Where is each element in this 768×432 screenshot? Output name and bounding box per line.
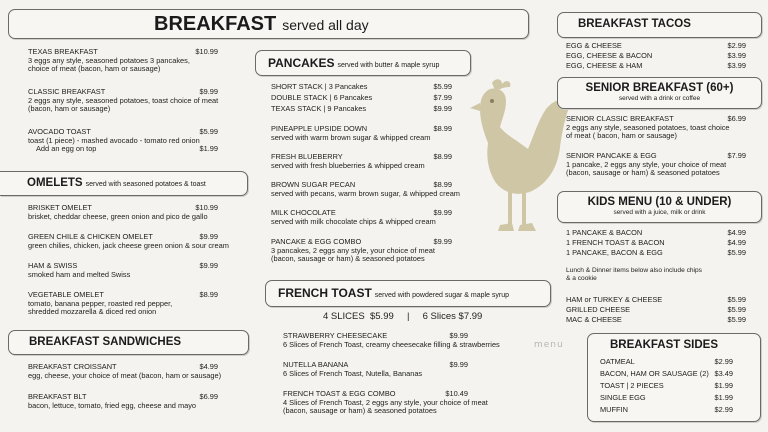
list-item [28, 232, 229, 250]
list-item [566, 306, 746, 315]
item-price: $8.99 [199, 290, 218, 299]
item-price: $9.99 [449, 360, 468, 369]
item-desc: 6 Slices of French Toast, Nutella, Bananas [283, 368, 423, 378]
list-item [271, 180, 460, 198]
item-name: HAM & SWISS [28, 261, 78, 270]
item-desc: served with warm brown sugar & whipped cream [271, 132, 431, 142]
item-name: BRISKET OMELET [28, 203, 92, 212]
item-desc: 3 pancakes, 2 eggs any style, your choice of meat [271, 245, 435, 255]
list-item [600, 382, 733, 391]
senior-subtitle: served with a drink or coffee [618, 95, 701, 102]
item-price: $5.99 [433, 82, 452, 91]
item-price: $5.99 [727, 305, 746, 314]
list-item [36, 145, 218, 154]
item-desc: (bacon, sausage or ham) & seasoned potatoes [566, 168, 720, 178]
item-desc: served with pecans, warm brown sugar, & whipped cream [271, 188, 460, 198]
pancakes-header [255, 50, 471, 76]
item-name: PINEAPPLE UPSIDE DOWN [271, 124, 368, 133]
omelets-subtitle: served with seasoned potatoes & toast [85, 181, 206, 188]
item-price: $10.49 [445, 389, 468, 398]
item-name: SHORT STACK | 3 Pancakes [271, 82, 368, 91]
kids-header [557, 191, 762, 223]
list-item [566, 115, 746, 141]
list-item [566, 62, 746, 71]
item-name: SENIOR CLASSIC BREAKFAST [566, 114, 674, 123]
list-item [28, 291, 218, 317]
kids-title: KIDS MENU (10 & UNDER) [587, 196, 732, 208]
item-desc: (bacon, ham or sausage) [28, 104, 111, 114]
item-price: $1.99 [714, 381, 733, 390]
item-price: $5.99 [727, 248, 746, 257]
item-price: $6.99 [199, 392, 218, 401]
item-name: EGG, CHEESE & HAM [566, 61, 643, 70]
list-item [566, 316, 746, 325]
list-item [283, 389, 488, 416]
item-desc: egg, cheese, your choice of meat (bacon, ham or sausage) [28, 370, 222, 380]
item-price: $9.99 [199, 261, 218, 270]
item-desc: served with milk chocolate chips & whipped cream [271, 216, 436, 226]
item-price: $9.99 [199, 232, 218, 241]
item-price: $10.99 [195, 203, 218, 212]
rooster-illustration [462, 75, 572, 250]
list-item [566, 239, 746, 248]
list-item [566, 249, 746, 258]
item-price: $2.99 [714, 405, 733, 414]
item-price: $1.99 [714, 393, 733, 402]
tacos-header [557, 12, 762, 38]
list-item [271, 94, 452, 103]
list-item [600, 358, 733, 367]
watermark-text: menu [534, 340, 564, 350]
list-item [566, 42, 746, 51]
list-item [271, 209, 452, 226]
senior-header [557, 77, 762, 109]
item-desc: toast (1 piece) - mashed avocado - tomato red onion [28, 135, 200, 145]
item-desc: choice of meat (bacon, ham or sausage) [28, 64, 161, 74]
item-name: VEGETABLE OMELET [28, 290, 104, 299]
item-name: BROWN SUGAR PECAN [271, 180, 356, 189]
item-name: TOAST | 2 PIECES [600, 381, 664, 390]
item-price: $5.99 [199, 127, 218, 136]
item-desc: shredded mozzarella & diced red onion [28, 307, 157, 317]
sides-title: BREAKFAST SIDES [610, 339, 718, 351]
sides-box [587, 333, 761, 422]
item-price: $9.99 [433, 237, 452, 246]
item-name: TEXAS BREAKFAST [28, 47, 98, 56]
item-name: 1 FRENCH TOAST & BACON [566, 238, 665, 247]
item-name: EGG, CHEESE & BACON [566, 51, 653, 60]
pancakes-subtitle: served with butter & maple syrup [337, 62, 440, 69]
item-name: MUFFIN [600, 405, 628, 414]
list-item [28, 362, 222, 380]
list-item [600, 406, 733, 415]
item-desc: bacon, lettuce, tomato, fried egg, cheese and mayo [28, 400, 197, 410]
item-name: MILK CHOCOLATE [271, 208, 336, 217]
list-item [566, 152, 746, 178]
breakfast-subtitle: served all day [282, 17, 369, 33]
item-price: $1.99 [199, 144, 218, 153]
item-name: HAM or TURKEY & CHEESE [566, 295, 663, 304]
note-line: Lunch & Dinner items below also include chips [566, 267, 702, 274]
list-item [271, 238, 452, 264]
list-item [600, 370, 733, 379]
item-price: $8.99 [433, 180, 452, 189]
list-item [271, 125, 452, 142]
item-price: $4.99 [727, 228, 746, 237]
item-name: PANCAKE & EGG COMBO [271, 237, 362, 246]
item-price: $9.99 [199, 87, 218, 96]
list-item [566, 229, 746, 238]
item-name: DOUBLE STACK | 6 Pancakes [271, 93, 373, 102]
item-name: MAC & CHEESE [566, 315, 622, 324]
item-name: EGG & CHEESE [566, 41, 622, 50]
list-item [28, 393, 218, 410]
item-price: $3.99 [727, 51, 746, 60]
note-line: & a cookie [566, 275, 597, 282]
breakfast-header [8, 9, 529, 39]
kids-note [566, 267, 702, 283]
item-name: NUTELLA BANANA [283, 360, 349, 369]
pancakes-title: PANCAKES [268, 56, 335, 70]
item-desc: tomato, banana pepper, roasted red pepper, [28, 298, 173, 308]
item-desc: brisket, cheddar cheese, green onion and pico de gallo [28, 211, 208, 221]
item-name: BREAKFAST CROISSANT [28, 362, 117, 371]
item-price: $8.99 [433, 124, 452, 133]
french-toast-title: FRENCH TOAST [278, 286, 372, 300]
item-price: $6.99 [727, 114, 746, 123]
sandwiches-title: BREAKFAST SANDWICHES [29, 336, 182, 348]
item-desc: 6 Slices of French Toast, creamy cheesecake filling & strawberries [283, 339, 500, 349]
item-desc: (bacon, sausage or ham) & seasoned potatoes [271, 254, 425, 264]
list-item [600, 394, 733, 403]
list-item [283, 331, 500, 349]
item-desc: 1 pancake, 2 eggs any style, your choice of meat [566, 159, 727, 169]
item-price: $4.99 [199, 362, 218, 371]
item-name: GREEN CHILE & CHICKEN OMELET [28, 232, 153, 241]
list-item [566, 52, 746, 61]
list-item [28, 262, 218, 279]
item-desc: 3 eggs any style, seasoned potatoes 3 pancakes, [28, 55, 190, 65]
item-name: SENIOR PANCAKE & EGG [566, 151, 657, 160]
item-price: $9.99 [433, 104, 452, 113]
item-price: $8.99 [433, 152, 452, 161]
kids-subtitle: served with a juice, milk or drink [613, 209, 706, 216]
item-name: OATMEAL [600, 357, 635, 366]
list-item [28, 204, 218, 221]
list-item [283, 361, 468, 378]
list-item [28, 48, 218, 74]
item-price: $3.99 [727, 61, 746, 70]
list-item [271, 83, 452, 92]
item-price: $4.99 [727, 238, 746, 247]
french-toast-subtitle: served with powdered sugar & maple syrup [374, 292, 510, 299]
item-desc: 2 eggs any style, seasoned potatoes, toast choice [566, 122, 730, 132]
item-name: FRESH BLUEBERRY [271, 152, 343, 161]
item-name: 1 PANCAKE & BACON [566, 228, 643, 237]
item-price: $7.99 [433, 93, 452, 102]
item-name: GRILLED CHEESE [566, 305, 631, 314]
item-price: $7.99 [727, 151, 746, 160]
list-item [271, 153, 452, 170]
list-item [566, 296, 746, 305]
omelets-header [0, 171, 248, 196]
item-desc: of meat ( bacon, ham or sausage) [566, 131, 677, 141]
item-name: STRAWBERRY CHEESECAKE [283, 331, 388, 340]
tacos-title: BREAKFAST TACOS [578, 18, 691, 30]
item-name: FRENCH TOAST & EGG COMBO [283, 389, 396, 398]
item-name: BACON, HAM OR SAUSAGE (2) [600, 369, 709, 378]
sandwiches-header [8, 330, 249, 355]
omelets-title: OMELETS [27, 177, 83, 189]
item-name: AVOCADO TOAST [28, 127, 91, 136]
item-desc: smoked ham and melted Swiss [28, 269, 131, 279]
item-price: $2.99 [714, 357, 733, 366]
item-desc: 2 eggs any style, seasoned potatoes, toast choice of meat [28, 95, 219, 105]
item-desc: 4 Slices of French Toast, 2 eggs any style, your choice of meat [283, 397, 488, 407]
item-price: $9.99 [449, 331, 468, 340]
french-toast-header [265, 280, 551, 307]
item-name: BREAKFAST BLT [28, 392, 87, 401]
item-price: $5.99 [727, 295, 746, 304]
item-price: $3.49 [714, 369, 733, 378]
item-name: Add an egg on top [36, 144, 97, 153]
item-name: TEXAS STACK | 9 Pancakes [271, 104, 367, 113]
item-price: $9.99 [433, 208, 452, 217]
list-item [271, 105, 452, 114]
list-item [28, 88, 218, 114]
item-price: $10.99 [195, 47, 218, 56]
item-desc: green chilies, chicken, jack cheese green onion & sour cream [28, 240, 229, 250]
item-name: CLASSIC BREAKFAST [28, 87, 106, 96]
breakfast-title: BREAKFAST [154, 13, 277, 35]
item-price: $2.99 [727, 41, 746, 50]
item-price: $5.99 [727, 315, 746, 324]
french-toast-slices: 4 SLICES $5.99 | 6 Slices $7.99 [323, 311, 483, 322]
item-desc: (bacon, sausage or ham) & seasoned potatoes [283, 406, 437, 416]
item-name: SINGLE EGG [600, 393, 646, 402]
item-name: 1 PANCAKE, BACON & EGG [566, 248, 663, 257]
item-desc: served with fresh blueberries & whipped cream [271, 160, 425, 170]
senior-title: SENIOR BREAKFAST (60+) [585, 82, 734, 94]
list-item [28, 128, 218, 145]
